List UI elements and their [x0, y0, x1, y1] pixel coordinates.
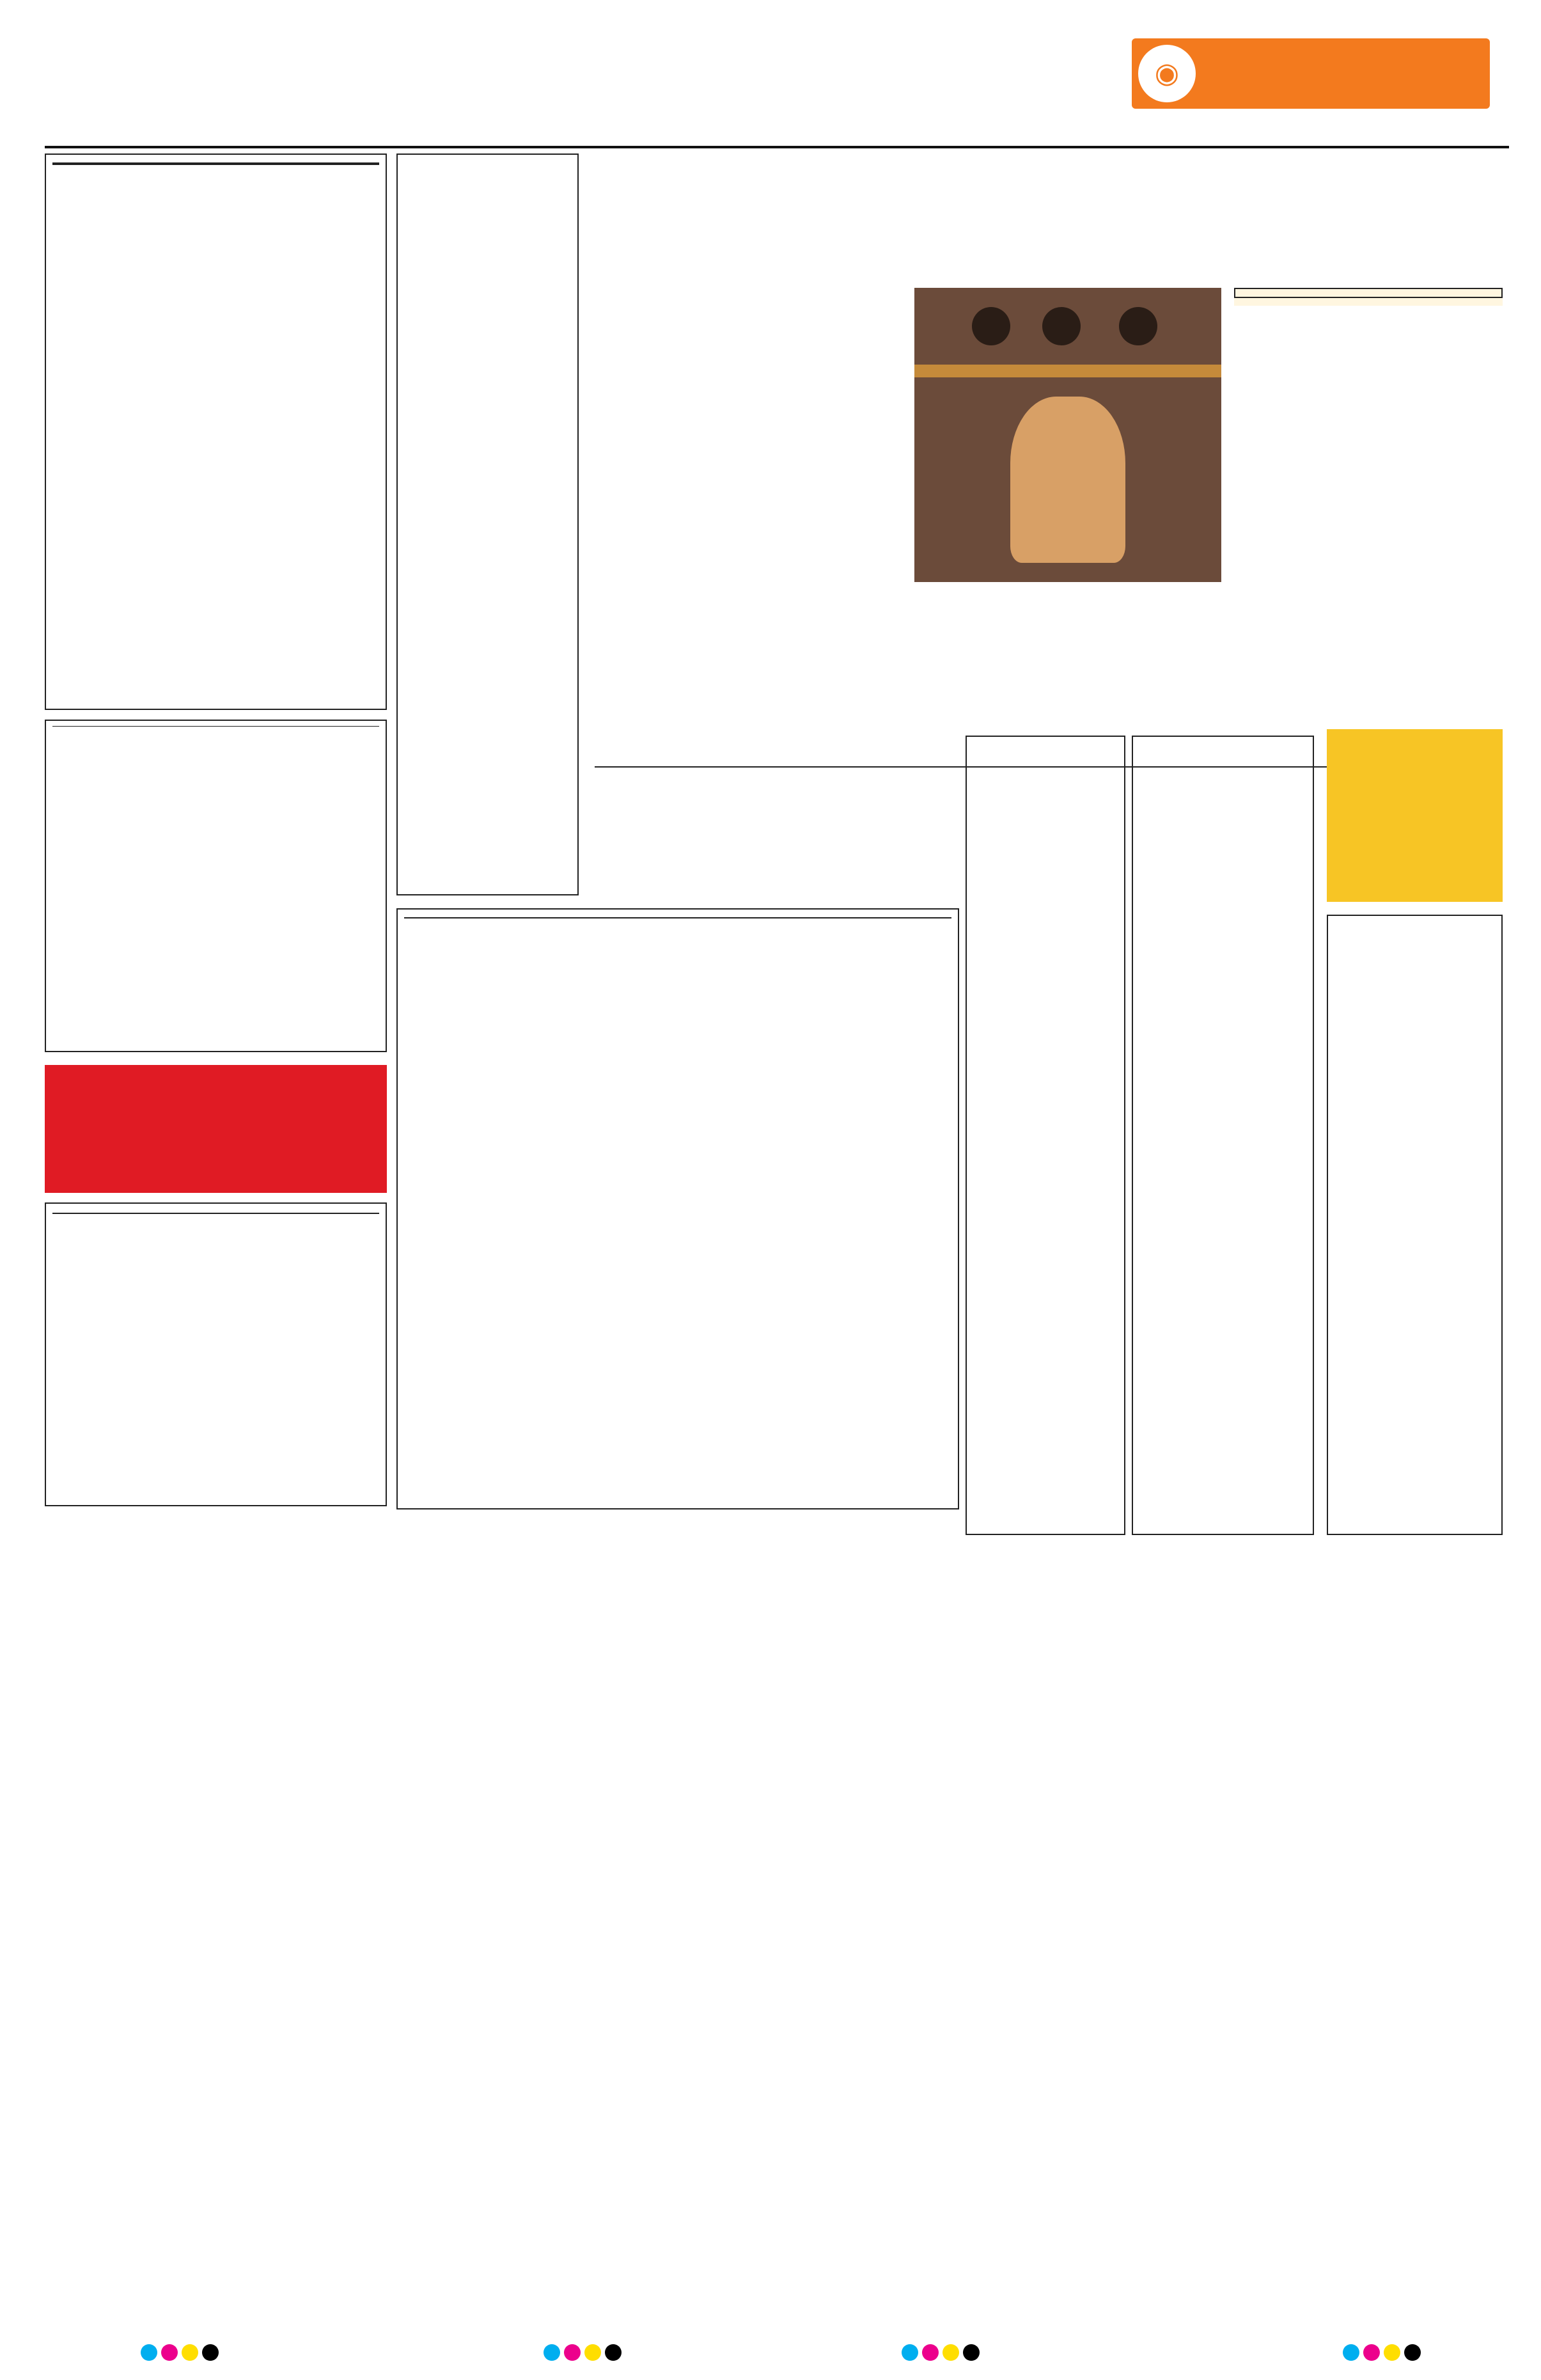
arrest-story	[595, 729, 959, 902]
lead-story	[595, 154, 1503, 768]
court-notice-15-2023	[1132, 736, 1314, 1535]
lamp-photo	[914, 288, 1221, 582]
header-rule	[45, 146, 1509, 148]
registration-marks	[544, 2344, 646, 2363]
brand-logo-icon: ◉	[1138, 45, 1196, 102]
story-sidebar	[1234, 288, 1503, 480]
ad-number-row	[52, 162, 379, 165]
ad-water-board	[45, 1202, 387, 1506]
ad-contact	[52, 726, 379, 727]
registration-marks	[902, 2344, 1004, 2363]
section-title	[563, 19, 838, 109]
court-notice-col2	[396, 154, 579, 895]
tender-anavatti	[396, 908, 959, 1509]
ad-hosa-diganta	[45, 1065, 387, 1193]
sidebar-heading	[1234, 288, 1503, 298]
sidebar-body	[1234, 298, 1503, 306]
court-notice-ballari-43	[966, 736, 1125, 1535]
masthead-brand	[1132, 38, 1490, 109]
ad-notice-title	[52, 1213, 379, 1214]
tender-number-row	[404, 917, 951, 918]
registration-marks	[141, 2344, 243, 2363]
registration-marks	[1343, 2344, 1445, 2363]
story-text-col1	[595, 288, 902, 761]
ad-vikram	[1327, 729, 1503, 902]
court-notice-299-2024	[1327, 915, 1503, 1535]
ad-health-dept	[45, 720, 387, 1052]
ad-minor-irrigation	[45, 154, 387, 710]
